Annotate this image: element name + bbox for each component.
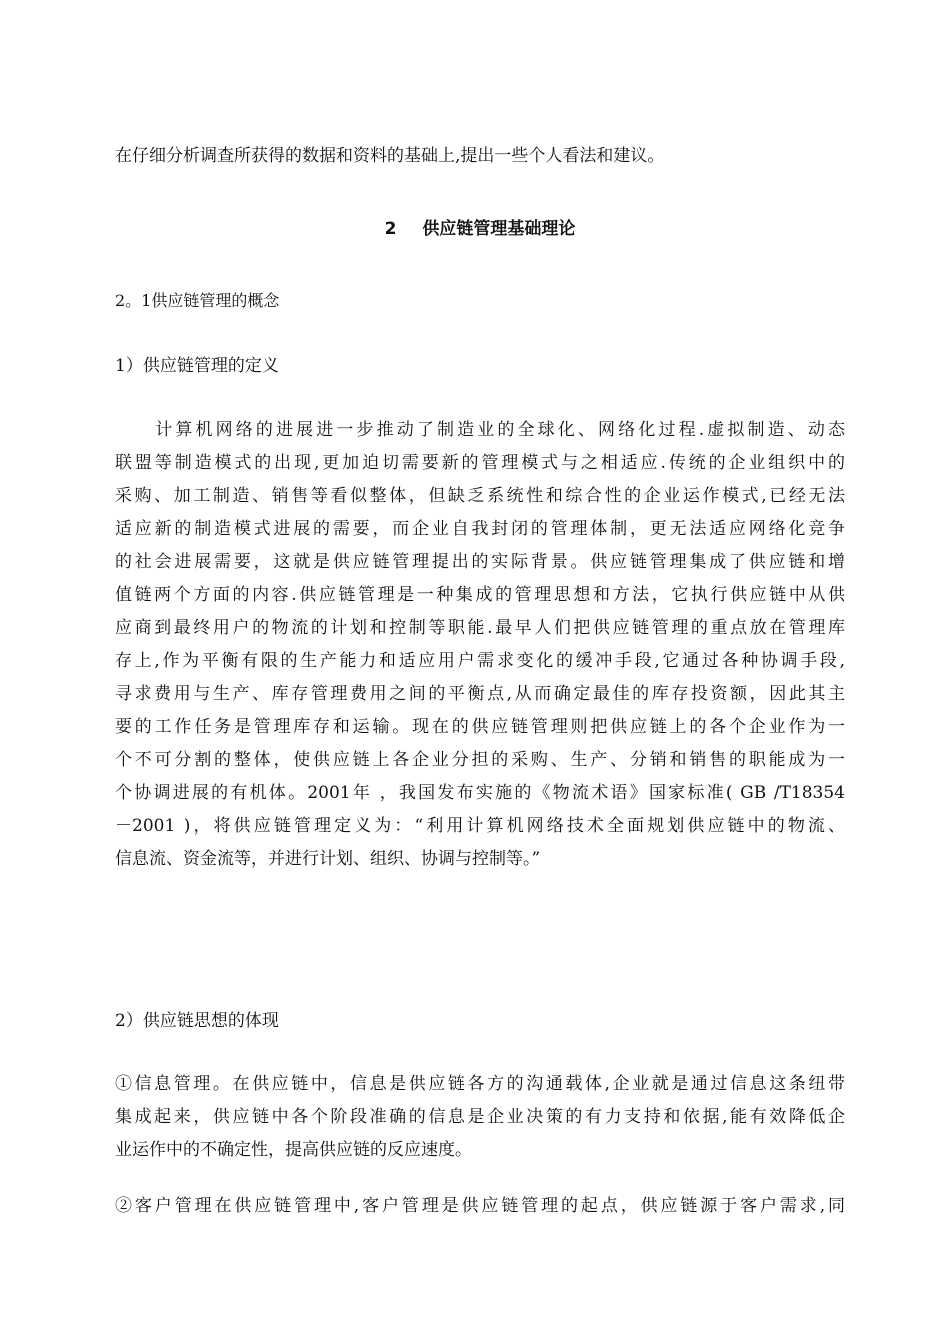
chapter-title: 供应链管理基础理论 <box>422 219 576 239</box>
paragraph-line: 寻求费用与生产、库存管理费用之间的平衡点,从而确定最佳的库存投资额，因此其主 <box>115 684 845 704</box>
subsection-2-heading <box>115 1005 845 1038</box>
paragraph-line: 存上,作为平衡有限的生产能力和适应用户需求变化的缓冲手段,它通过各种协调手段, <box>115 651 845 671</box>
paragraph-line: 采购、加工制造、销售等看似整体，但缺乏系统性和综合性的企业运作模式,已经无法 <box>115 486 845 506</box>
customer-management-paragraph <box>115 1190 845 1223</box>
paragraph-line: 个不可分割的整体，使供应链上各企业分担的采购、生产、分销和销售的职能成为一 <box>115 750 845 770</box>
definition-paragraph <box>115 414 845 876</box>
paragraph-line: 应商到最终用户的物流的计划和控制等职能.最早人们把供应链管理的重点放在管理库 <box>115 618 845 638</box>
paragraph-line: 业运作中的不确定性，提高供应链的反应速度。 <box>115 1140 472 1160</box>
subsection-2-title: 2）供应链思想的体现 <box>115 1011 279 1031</box>
paragraph-line: 值链两个方面的内容.供应链管理是一种集成的管理思想和方法，它执行供应链中从供 <box>115 585 845 605</box>
section-title: 2。1供应链管理的概念 <box>115 291 280 310</box>
paragraph-line: 计算机网络的进展进一步推动了制造业的全球化、网络化过程.虚拟制造、动态 <box>115 420 845 440</box>
paragraph-line: －2001 )，将供应链管理定义为：“利用计算机网络技术全面规划供应链中的物流、 <box>115 816 845 836</box>
section-heading <box>115 284 845 317</box>
information-management-paragraph <box>115 1068 845 1167</box>
intro-paragraph <box>115 140 845 173</box>
paragraph-line: 要的工作任务是管理库存和运输。现在的供应链管理则把供应链上的各个企业作为一 <box>115 717 845 737</box>
subsection-1-heading <box>115 350 845 383</box>
paragraph-line: 的社会进展需要，这就是供应链管理提出的实际背景。供应链管理集成了供应链和增 <box>115 552 845 572</box>
chapter-number: 2 <box>384 219 397 239</box>
paragraph-line: 适应新的制造模式进展的需要，而企业自我封闭的管理体制，更无法适应网络化竞争 <box>115 519 845 539</box>
paragraph-line: ②客户管理在供应链管理中,客户管理是供应链管理的起点，供应链源于客户需求,同 <box>115 1196 845 1216</box>
intro-line: 在仔细分析调查所获得的数据和资料的基础上,提出一些个人看法和建议。 <box>115 146 665 166</box>
paragraph-line: 信息流、资金流等，并进行计划、组织、协调与控制等。” <box>115 849 541 869</box>
paragraph-line: 联盟等制造模式的出现,更加迫切需要新的管理模式与之相适应.传统的企业组织中的 <box>115 453 845 473</box>
paragraph-line: 个协调进展的有机体。2001年 ，我国发布实施的《物流术语》国家标准( GB /T18354 <box>115 783 845 803</box>
paragraph-line: ①信息管理。在供应链中，信息是供应链各方的沟通载体,企业就是通过信息这条纽带 <box>115 1074 845 1094</box>
paragraph-line: 集成起来，供应链中各个阶段准确的信息是企业决策的有力支持和依据,能有效降低企 <box>115 1107 845 1127</box>
chapter-heading <box>115 217 845 241</box>
subsection-1-title: 1）供应链管理的定义 <box>115 356 279 376</box>
